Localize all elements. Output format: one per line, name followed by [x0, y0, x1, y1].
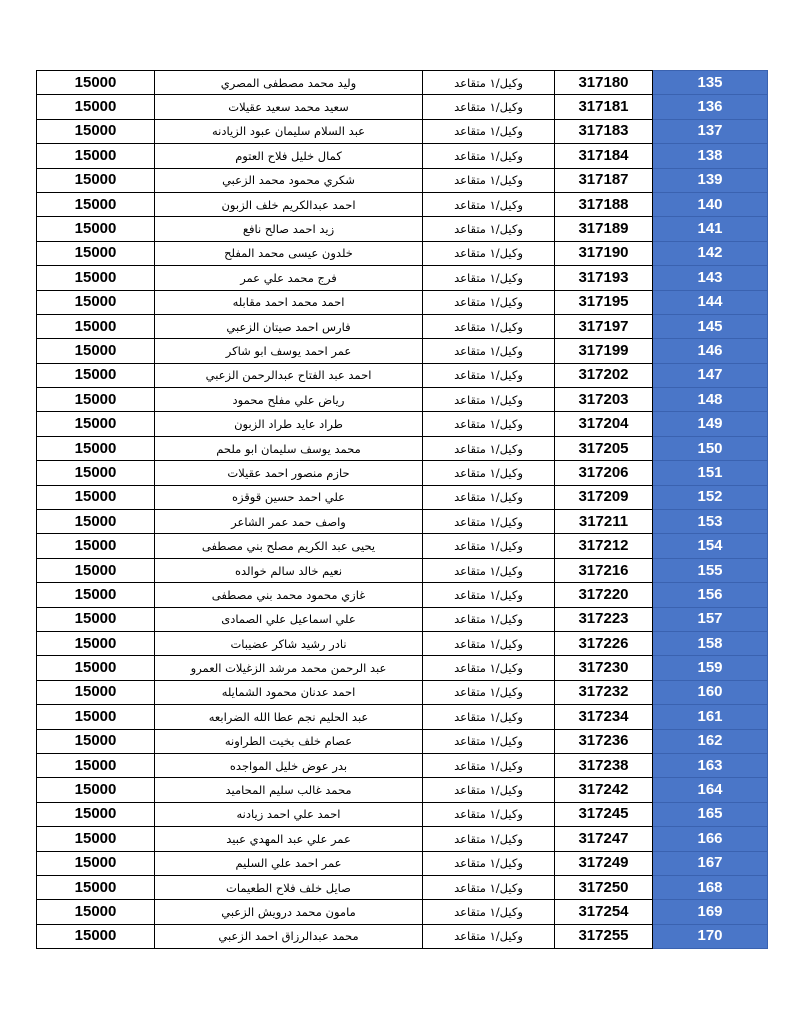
table-row — [37, 534, 768, 558]
name-cell: يحيى عبد الكريم مصلح بني مصطفى — [155, 534, 423, 558]
rank-cell: وكيل/١ متقاعد — [423, 607, 555, 631]
amount-cell: 15000 — [37, 461, 155, 485]
id-number-cell: 317190 — [555, 241, 653, 265]
name-cell: احمد محمد احمد مقابله — [155, 290, 423, 314]
amount-cell: 15000 — [37, 827, 155, 851]
id-number-cell: 317205 — [555, 436, 653, 460]
sequence-cell: 148 — [653, 388, 768, 412]
table-row — [37, 144, 768, 168]
sequence-cell: 153 — [653, 510, 768, 534]
table-row — [37, 412, 768, 436]
amount-cell: 15000 — [37, 705, 155, 729]
id-number-cell: 317236 — [555, 729, 653, 753]
amount-cell: 15000 — [37, 802, 155, 826]
sequence-cell: 168 — [653, 875, 768, 899]
id-number-cell: 317211 — [555, 510, 653, 534]
rank-cell: وكيل/١ متقاعد — [423, 266, 555, 290]
id-number-cell: 317220 — [555, 583, 653, 607]
table-row — [37, 900, 768, 924]
rank-cell: وكيل/١ متقاعد — [423, 168, 555, 192]
table-row — [37, 388, 768, 412]
name-cell: احمد عبد الفتاح عبدالرحمن الزعبي — [155, 363, 423, 387]
sequence-cell: 151 — [653, 461, 768, 485]
id-number-cell: 317212 — [555, 534, 653, 558]
table-row — [37, 192, 768, 216]
amount-cell: 15000 — [37, 290, 155, 314]
sequence-cell: 157 — [653, 607, 768, 631]
amount-cell: 15000 — [37, 729, 155, 753]
amount-cell: 15000 — [37, 388, 155, 412]
rank-cell: وكيل/١ متقاعد — [423, 802, 555, 826]
id-number-cell: 317193 — [555, 266, 653, 290]
id-number-cell: 317188 — [555, 192, 653, 216]
amount-cell: 15000 — [37, 680, 155, 704]
id-number-cell: 317199 — [555, 339, 653, 363]
name-cell: فارس احمد صيتان الزعبي — [155, 314, 423, 338]
id-number-cell: 317216 — [555, 558, 653, 582]
name-cell: محمد غالب سليم المحاميد — [155, 778, 423, 802]
table-row — [37, 924, 768, 948]
sequence-cell: 145 — [653, 314, 768, 338]
id-number-cell: 317203 — [555, 388, 653, 412]
amount-cell: 15000 — [37, 851, 155, 875]
amount-cell: 15000 — [37, 924, 155, 948]
name-cell: صايل خلف فلاح الطعيمات — [155, 875, 423, 899]
rank-cell: وكيل/١ متقاعد — [423, 510, 555, 534]
name-cell: علي احمد حسين قوقزه — [155, 485, 423, 509]
sequence-cell: 165 — [653, 802, 768, 826]
id-number-cell: 317189 — [555, 217, 653, 241]
rank-cell: وكيل/١ متقاعد — [423, 241, 555, 265]
rank-cell: وكيل/١ متقاعد — [423, 705, 555, 729]
name-cell: شكري محمود محمد الزعبي — [155, 168, 423, 192]
table-row — [37, 827, 768, 851]
sequence-cell: 147 — [653, 363, 768, 387]
table-row — [37, 802, 768, 826]
amount-cell: 15000 — [37, 778, 155, 802]
id-number-cell: 317209 — [555, 485, 653, 509]
table-row — [37, 680, 768, 704]
name-cell: حازم منصور احمد عقيلات — [155, 461, 423, 485]
name-cell: سعيد محمد سعيد عقيلات — [155, 95, 423, 119]
name-cell: طراد عايد طراد الزبون — [155, 412, 423, 436]
amount-cell: 15000 — [37, 314, 155, 338]
id-number-cell: 317187 — [555, 168, 653, 192]
rank-cell: وكيل/١ متقاعد — [423, 144, 555, 168]
name-cell: عصام خلف بخيت الطراونه — [155, 729, 423, 753]
id-number-cell: 317184 — [555, 144, 653, 168]
amount-cell: 15000 — [37, 485, 155, 509]
name-cell: واصف حمد عمر الشاعر — [155, 510, 423, 534]
amount-cell: 15000 — [37, 631, 155, 655]
amount-cell: 15000 — [37, 192, 155, 216]
sequence-cell: 140 — [653, 192, 768, 216]
name-cell: خلدون عيسى محمد المفلح — [155, 241, 423, 265]
sequence-cell: 136 — [653, 95, 768, 119]
rank-cell: وكيل/١ متقاعد — [423, 680, 555, 704]
id-number-cell: 317180 — [555, 71, 653, 95]
name-cell: وليد محمد مصطفى المصري — [155, 71, 423, 95]
amount-cell: 15000 — [37, 607, 155, 631]
id-number-cell: 317232 — [555, 680, 653, 704]
rank-cell: وكيل/١ متقاعد — [423, 583, 555, 607]
table-row — [37, 485, 768, 509]
table-row — [37, 461, 768, 485]
rank-cell: وكيل/١ متقاعد — [423, 656, 555, 680]
sequence-cell: 144 — [653, 290, 768, 314]
sequence-cell: 138 — [653, 144, 768, 168]
sequence-cell: 156 — [653, 583, 768, 607]
sequence-cell: 142 — [653, 241, 768, 265]
sequence-cell: 164 — [653, 778, 768, 802]
sequence-cell: 159 — [653, 656, 768, 680]
rank-cell: وكيل/١ متقاعد — [423, 924, 555, 948]
rank-cell: وكيل/١ متقاعد — [423, 558, 555, 582]
sequence-cell: 166 — [653, 827, 768, 851]
id-number-cell: 317249 — [555, 851, 653, 875]
id-number-cell: 317247 — [555, 827, 653, 851]
name-cell: نادر رشيد شاكر عضيبات — [155, 631, 423, 655]
rank-cell: وكيل/١ متقاعد — [423, 217, 555, 241]
rank-cell: وكيل/١ متقاعد — [423, 875, 555, 899]
sequence-cell: 139 — [653, 168, 768, 192]
table-row — [37, 436, 768, 460]
sequence-cell: 167 — [653, 851, 768, 875]
id-number-cell: 317181 — [555, 95, 653, 119]
id-number-cell: 317204 — [555, 412, 653, 436]
table-body — [37, 71, 768, 949]
name-cell: عبد الحليم نجم عطا الله الضرابعه — [155, 705, 423, 729]
table-row — [37, 314, 768, 338]
table-row — [37, 705, 768, 729]
rank-cell: وكيل/١ متقاعد — [423, 631, 555, 655]
table-row — [37, 753, 768, 777]
id-number-cell: 317206 — [555, 461, 653, 485]
id-number-cell: 317183 — [555, 119, 653, 143]
sequence-cell: 150 — [653, 436, 768, 460]
table-row — [37, 168, 768, 192]
id-number-cell: 317255 — [555, 924, 653, 948]
table-row — [37, 241, 768, 265]
sequence-cell: 146 — [653, 339, 768, 363]
table-row — [37, 217, 768, 241]
rank-cell: وكيل/١ متقاعد — [423, 339, 555, 363]
rank-cell: وكيل/١ متقاعد — [423, 753, 555, 777]
sequence-cell: 169 — [653, 900, 768, 924]
rank-cell: وكيل/١ متقاعد — [423, 827, 555, 851]
name-cell: نعيم خالد سالم خوالده — [155, 558, 423, 582]
name-cell: عبد الرحمن محمد مرشد الزغيلات العمرو — [155, 656, 423, 680]
id-number-cell: 317197 — [555, 314, 653, 338]
sequence-cell: 160 — [653, 680, 768, 704]
amount-cell: 15000 — [37, 436, 155, 460]
table-row — [37, 266, 768, 290]
table-row — [37, 95, 768, 119]
name-cell: عبد السلام سليمان عبود الزيادنه — [155, 119, 423, 143]
id-number-cell: 317223 — [555, 607, 653, 631]
amount-cell: 15000 — [37, 875, 155, 899]
sequence-cell: 137 — [653, 119, 768, 143]
sequence-cell: 163 — [653, 753, 768, 777]
amount-cell: 15000 — [37, 753, 155, 777]
name-cell: رياض علي مفلح محمود — [155, 388, 423, 412]
name-cell: عمر علي عبد المهدي عبيد — [155, 827, 423, 851]
rank-cell: وكيل/١ متقاعد — [423, 461, 555, 485]
sequence-cell: 141 — [653, 217, 768, 241]
table-row — [37, 656, 768, 680]
table-row — [37, 339, 768, 363]
name-cell: علي اسماعيل علي الصمادى — [155, 607, 423, 631]
sequence-cell: 161 — [653, 705, 768, 729]
amount-cell: 15000 — [37, 241, 155, 265]
rank-cell: وكيل/١ متقاعد — [423, 412, 555, 436]
sequence-cell: 158 — [653, 631, 768, 655]
table-row — [37, 778, 768, 802]
sequence-cell: 162 — [653, 729, 768, 753]
id-number-cell: 317242 — [555, 778, 653, 802]
amount-cell: 15000 — [37, 656, 155, 680]
name-cell: محمد يوسف سليمان ابو ملحم — [155, 436, 423, 460]
amount-cell: 15000 — [37, 558, 155, 582]
id-number-cell: 317230 — [555, 656, 653, 680]
amount-cell: 15000 — [37, 95, 155, 119]
id-number-cell: 317254 — [555, 900, 653, 924]
rank-cell: وكيل/١ متقاعد — [423, 71, 555, 95]
table-row — [37, 583, 768, 607]
amount-cell: 15000 — [37, 119, 155, 143]
sequence-cell: 135 — [653, 71, 768, 95]
amount-cell: 15000 — [37, 266, 155, 290]
amount-cell: 15000 — [37, 168, 155, 192]
sequence-cell: 143 — [653, 266, 768, 290]
rank-cell: وكيل/١ متقاعد — [423, 534, 555, 558]
rank-cell: وكيل/١ متقاعد — [423, 95, 555, 119]
table-row — [37, 71, 768, 95]
rank-cell: وكيل/١ متقاعد — [423, 363, 555, 387]
name-cell: احمد علي احمد زيادنه — [155, 802, 423, 826]
rank-cell: وكيل/١ متقاعد — [423, 900, 555, 924]
id-number-cell: 317202 — [555, 363, 653, 387]
table-row — [37, 875, 768, 899]
name-cell: كمال خليل فلاح العتوم — [155, 144, 423, 168]
amount-cell: 15000 — [37, 900, 155, 924]
amount-cell: 15000 — [37, 144, 155, 168]
id-number-cell: 317238 — [555, 753, 653, 777]
id-number-cell: 317245 — [555, 802, 653, 826]
amount-cell: 15000 — [37, 217, 155, 241]
amount-cell: 15000 — [37, 363, 155, 387]
amount-cell: 15000 — [37, 412, 155, 436]
name-cell: فرج محمد علي عمر — [155, 266, 423, 290]
name-cell: بدر عوض خليل المواجده — [155, 753, 423, 777]
amount-cell: 15000 — [37, 534, 155, 558]
table-row — [37, 119, 768, 143]
name-cell: زيد احمد صالح نافع — [155, 217, 423, 241]
sequence-cell: 149 — [653, 412, 768, 436]
table-row — [37, 851, 768, 875]
table-row — [37, 510, 768, 534]
name-cell: مامون محمد درويش الزعبي — [155, 900, 423, 924]
name-cell: عمر احمد علي السليم — [155, 851, 423, 875]
sequence-cell: 170 — [653, 924, 768, 948]
rank-cell: وكيل/١ متقاعد — [423, 388, 555, 412]
table-row — [37, 558, 768, 582]
rank-cell: وكيل/١ متقاعد — [423, 192, 555, 216]
amount-cell: 15000 — [37, 71, 155, 95]
id-number-cell: 317250 — [555, 875, 653, 899]
rank-cell: وكيل/١ متقاعد — [423, 119, 555, 143]
table-row — [37, 631, 768, 655]
name-cell: غازي محمود محمد بني مصطفى — [155, 583, 423, 607]
rank-cell: وكيل/١ متقاعد — [423, 436, 555, 460]
id-number-cell: 317234 — [555, 705, 653, 729]
name-cell: احمد عبدالكريم خلف الزبون — [155, 192, 423, 216]
name-cell: احمد عدنان محمود الشمايله — [155, 680, 423, 704]
amount-cell: 15000 — [37, 339, 155, 363]
rank-cell: وكيل/١ متقاعد — [423, 729, 555, 753]
sequence-cell: 152 — [653, 485, 768, 509]
rank-cell: وكيل/١ متقاعد — [423, 314, 555, 338]
table-row — [37, 729, 768, 753]
table-row — [37, 607, 768, 631]
id-number-cell: 317226 — [555, 631, 653, 655]
rank-cell: وكيل/١ متقاعد — [423, 851, 555, 875]
amount-cell: 15000 — [37, 510, 155, 534]
rank-cell: وكيل/١ متقاعد — [423, 485, 555, 509]
name-cell: عمر احمد يوسف ابو شاكر — [155, 339, 423, 363]
payroll-table — [36, 70, 768, 949]
table-row — [37, 290, 768, 314]
id-number-cell: 317195 — [555, 290, 653, 314]
name-cell: محمد عبدالرزاق احمد الزعبي — [155, 924, 423, 948]
amount-cell: 15000 — [37, 583, 155, 607]
sequence-cell: 154 — [653, 534, 768, 558]
rank-cell: وكيل/١ متقاعد — [423, 778, 555, 802]
rank-cell: وكيل/١ متقاعد — [423, 290, 555, 314]
table-row — [37, 363, 768, 387]
sequence-cell: 155 — [653, 558, 768, 582]
